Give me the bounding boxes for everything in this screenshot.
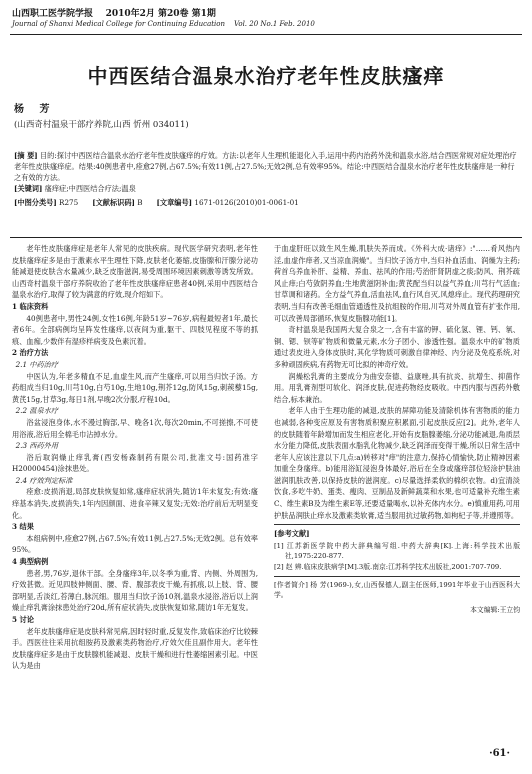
abstract-divider <box>10 237 522 238</box>
body-paragraph: 浴盆浸泡身体,水不漫过胸部,早、晚各1次,每次20min,不可搓擦,不可使用浴液,浴后用全棉毛巾沾掉水分。 <box>12 417 258 439</box>
body-paragraph: 本组病例中,痊愈27例,占67.5%;有效11例,占27.5%;无效2例。总有效率95%。 <box>12 533 258 555</box>
issue-info-en: Vol. 20 No.1 Feb. 2010 <box>233 20 315 28</box>
body-paragraph: 40例患者中,男性24例,女性16例,年龄51岁~76岁,病程最短者1年,最长者6年。全部病例均呈阵发性瘙痒,以夜间为重,躯干、四肢见程度不等的抓痕、血痂,少数伴有湿疹样病变及色素沉着。 <box>12 313 258 346</box>
issue-info-cn: 2010年2月 第20卷 第1期 <box>105 9 216 19</box>
body-paragraph: 痊愈:皮损消退,局部皮肤恢复如常,瘙痒症状消失,随访1年未复发;有效:瘙痒基本消失,皮损消失,1年内因颜面、进食辛辣又复发;无效:治疗前后无明显变化。 <box>12 487 258 520</box>
left-column <box>12 243 258 672</box>
body-paragraph: 中医认为,年老多精血不足,血虚生风,而产生瘙痒,可以用当归饮子汤。方药组成当归10g,川芎10g,白芍10g,生地10g,荆芥12g,防风15g,刺蒺藜15g,黄芪15g,甘草3g,每日1剂,早晚2次分服,疗程10d。 <box>12 371 258 404</box>
classification-line <box>14 197 518 208</box>
clc-label: [中图分类号] <box>14 198 57 207</box>
body-paragraph: 患者,男,76岁,退休干部。全身瘙痒3年,以冬季为重,背、内侧、外周围为,疗效甚微。近见四肢伸侧面、腰、背、腹部表皮干燥,有抓痕,以上肢、背、腰部明显,舌淡红,苔薄白,脉沉细。服用当归饮子汤10剂,温泉水浸浴,浴后以上润燥止痒乳膏涂抹患处治疗20d,所有症状消失,皮肤恢复如常,随访1年无复发。 <box>12 568 258 613</box>
journal-name-en: Journal of Shanxi Medical College for Continuing Education <box>12 20 226 28</box>
subsection-heading: 2.1 中药治疗 <box>15 359 59 369</box>
keywords-label: [关键词] <box>14 184 43 193</box>
article-id-value: 1671-0126(2010)01-0061-01 <box>194 198 299 207</box>
journal-name-cn: 山西职工医学院学报 <box>12 9 94 19</box>
section-heading: 5 讨论 <box>12 615 34 624</box>
running-header <box>12 6 520 28</box>
article-id-label: [文章编号] <box>156 198 193 207</box>
abstract-block <box>14 150 518 208</box>
subsection-heading: 2.2 温泉水疗 <box>15 406 59 416</box>
intro-paragraph: 老年性皮肤瘙痒症是老年人常见的皮肤疾病。现代医学研究表明,老年性皮肤瘙痒症多是由于激素水平生理性下降,皮肤老化萎缩,皮脂腺和汗腺分泌功能减退使皮肤含水量减少,缺乏皮脂滋润,易受周围环境因素刺激等诱发所致。山西奇村温泉干部疗养院收治了老年性皮肤瘙痒症患者40例,采用中西医结合温泉水治疗,取得了较为满意的疗效,现介绍如下。 <box>12 244 258 300</box>
article-title: 中西医结合温泉水治疗老年性皮肤瘙痒 <box>87 64 445 88</box>
section-heading: 3 结果 <box>12 522 34 532</box>
author-affiliation: (山西奇村温泉干部疗养院,山西 忻州 034011) <box>14 120 189 130</box>
reference-item: [1] 江苏新医学院中药大辞典编写组.中药大辞典[K].上海:科学技术出版社,1975:220-877. <box>274 541 520 561</box>
body-paragraph: 老年人由于生理功能的减退,皮肤的屏障功能及清除机体有害物质的能力也减弱,各种变应原及有害物质积聚应积累面,引起皮肤反应[2]。此外,老年人的皮肤随着年龄增加而发生相应老化,开始有皮脂腺萎缩,分泌功能减退,角质层水分能力降低,皮肤表面水脂乳化物减少,缺乏润泽而变得干燥,所以日常生活中老年人应该注意以下几点:a)转移对"痒"的注意力,保持心情愉快,防止精神因素加重全身瘙痒。b)能用浴缸浸泡身体最好,浴后在全身或瘙痒部位轻涂护肤油滋润肌肤改善,以保持皮肤的滋润度。c)尽量选择柔软的棉织衣物。d)宜清淡饮食,多吃牛奶、蛋类、瘦肉、豆制品及新鲜蔬菜和水果,也可适量补充维生素C、维生素B及为维生素E等,还要适量喝水,以补充体内水分。e)慎重用药,可用护肤品润肤止痒水及激素类软膏,适当服用抗过敏药物,如枸杞子等,并遵照等。 <box>274 406 520 520</box>
author-bio: [作者简介] 杨 芳(1969-),女,山西保德人,副主任医师,1991年毕业于山西医科大学。 <box>274 576 520 601</box>
references-heading: [参考文献] <box>274 524 520 540</box>
right-column <box>274 243 520 616</box>
reference-item: [2] 赵 辨.临床皮肤病学[M].3版.南京:江苏科学技术出版社,2001:707-709. <box>274 562 502 571</box>
author-name: 杨 芳 <box>14 104 56 115</box>
doc-code-label: [文献标识码] <box>92 198 135 207</box>
body-paragraph: 老年皮肤瘙痒症是皮肤科常见病,因时轻时重,反复发作,致临床治疗比较棘手。西医往往采用抗组胺药及激素类药物治疗,疗效欠佳且副作用大。老年性皮肤瘙痒症多是由于皮肤腺机能减退、皮肤干燥和进行性萎缩困素引起。中医认为是由 <box>12 626 258 671</box>
editor-credit: 本文编辑:王立钧 <box>470 605 520 614</box>
abstract-text: 目的:探讨中西医结合温泉水治疗老年性皮肤瘙痒的疗效。方法:以老年人生理机能退化入手,运用中药内治药外洗和温泉水浴,结合西医常规对症处理治疗老年性皮肤瘙痒症。结果:40例患者中,痊愈27例,占67.5%;有效11例,占27.5%;无效2例,总有效率95%。结论:中西医结合温泉水治疗老年性皮肤瘙痒是一种行之有效的方法。 <box>14 151 517 182</box>
clc-value: R275 <box>59 198 79 207</box>
subsection-heading: 2.4 疗效判定标准 <box>15 475 73 485</box>
header-divider <box>10 34 522 35</box>
page-number: ·61· <box>489 748 510 759</box>
keywords-text: 瘙痒症;中西医结合疗法;温泉 <box>44 184 136 193</box>
abstract-label: [摘 要] <box>14 151 38 160</box>
section-heading: 4 典型病例 <box>12 557 49 567</box>
section-heading: 1 临床资料 <box>12 301 49 311</box>
section-heading: 2 治疗方法 <box>12 348 49 358</box>
body-paragraph: 奇村温泉是我国两大复合泉之一,含有丰富的钾、硫化氢、锂、钙、氡、铜、锶、钡等矿物质和微量元素,水分子团小、渗透性强。温泉水中的矿物质通过表皮进入身体皮肤时,其化学物质可刺激自律神经、内分泌及免疫系统,对多种顽固疾病,有药物无可比拟的神奇疗效。 <box>274 325 520 369</box>
body-paragraph: 于血虚肝旺以致生风生燥,肌肤失养而成。《外科大成·诸痒》:"……肴风热内淫,血虚作痒者,又当凉血润燥"。当归饮子汤方中,当归补血活血、润燥为主药;荷首乌养血补肝、益精、养血、祛风的作用;芍治肝肾阴虚之痰;防风、荆芥疏风止痒;白芍敛阴养血;生地黄滋阴补血;黄芪配当归以益气养血;川芎行气活血;甘草调和诸药。全方益气养血,活血祛风,血行风自灭,风熄痒止。现代药理研究表明,当归有改善毛细血管通透性及抗组胺的作用,川芎对外周血管有扩张作用,可以改善局部循环,恢复皮脂腺功能[1]。 <box>274 244 520 323</box>
doc-code-value: B <box>137 198 143 207</box>
body-paragraph: 润燥松乳膏的主要成分为曲安奈德、益康唑,具有抗炎、抗增生、抑菌作用。用乳膏剂型可软化、润泽皮肤,促进药物经皮吸收。中西内服与西药外敷结合,标本兼治。 <box>274 371 520 404</box>
body-paragraph: 浴后取润燥止痒乳膏(西安杨森制药有限公司,批准文号:国药准字H20000454)涂抹患处。 <box>12 452 258 474</box>
subsection-heading: 2.3 西药外用 <box>15 441 59 451</box>
